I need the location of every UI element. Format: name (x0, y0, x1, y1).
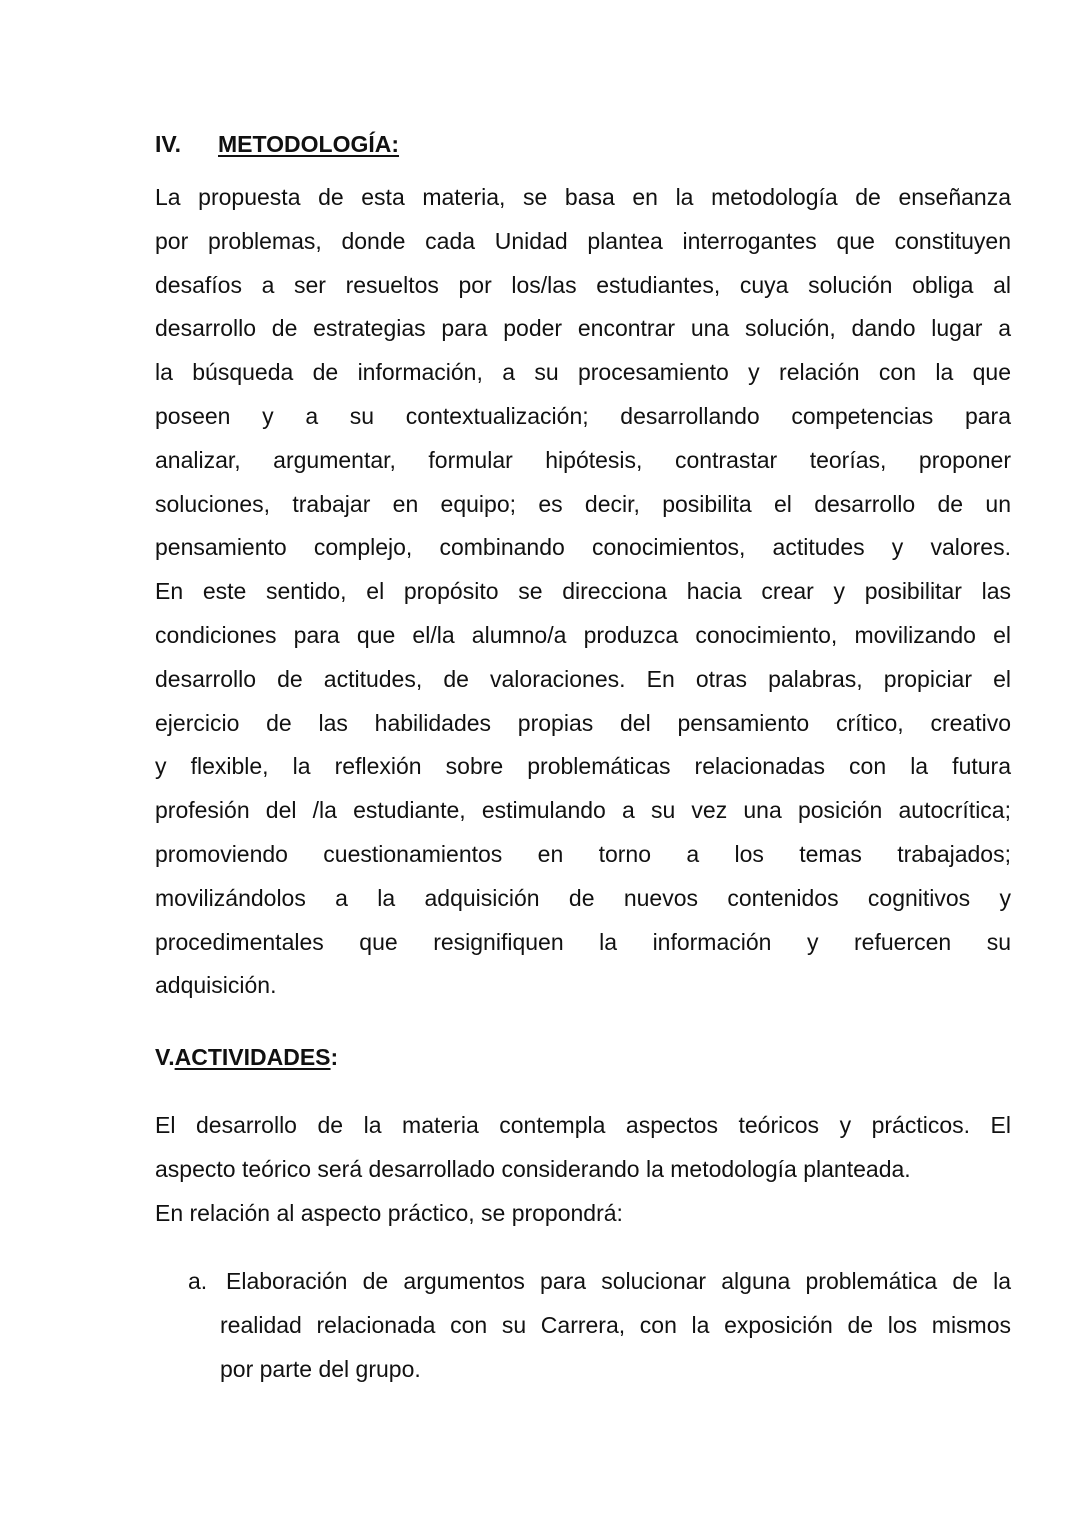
paragraph-line: La propuesta de esta materia, se basa en la metodología de enseñanza (155, 184, 1011, 210)
section-iv-title: METODOLOGÍA: (218, 131, 400, 157)
list-line: realidad relacionada con su Carrera, con la exposición de los mismos (220, 1311, 1011, 1338)
paragraph-line: ejercicio de las habilidades propias del pensamiento crítico, creativo (155, 709, 1011, 736)
list-line: por parte del grupo. (220, 1355, 421, 1382)
paragraph-line: promoviendo cuestionamientos en torno a los temas trabajados; (155, 840, 1011, 867)
section-v-suffix: : (330, 1044, 339, 1070)
paragraph-line: aspecto teórico será desarrollado considerando la metodología planteada. (155, 1155, 911, 1182)
paragraph-line: desarrollo de actitudes, de valoraciones. En otras palabras, propiciar el (155, 665, 1011, 692)
paragraph-line: En relación al aspecto práctico, se propondrá: (155, 1199, 623, 1226)
paragraph-line: desafíos a ser resueltos por los/las estudiantes, cuya solución obliga al (155, 271, 1011, 298)
paragraph-line: adquisición. (155, 972, 277, 999)
paragraph-line: desarrollo de estrategias para poder encontrar una solución, dando lugar a (155, 315, 1011, 342)
paragraph-line: analizar, argumentar, formular hipótesis, contrastar teorías, proponer (155, 446, 1011, 473)
list-marker: a. (188, 1268, 208, 1294)
paragraph-line: condiciones para que el/la alumno/a produzca conocimiento, movilizando el (155, 621, 1011, 648)
paragraph-line: movilizándolos a la adquisición de nuevos contenidos cognitivos y (155, 884, 1011, 911)
section-v-title: ACTIVIDADES (174, 1044, 331, 1070)
metodologia-paragraph (155, 176, 1011, 1008)
section-iv-heading (155, 130, 399, 158)
paragraph-line: El desarrollo de la materia contempla aspectos teóricos y prácticos. El (155, 1112, 1011, 1138)
list-item-body (220, 1260, 1011, 1391)
paragraph-line: poseen y a su contextualización; desarrollando competencias para (155, 402, 1011, 429)
paragraph-line: pensamiento complejo, combinando conocimientos, actitudes y valores. (155, 534, 1011, 561)
paragraph-line: soluciones, trabajar en equipo; es decir, posibilita el desarrollo de un (155, 490, 1011, 517)
paragraph-line: En este sentido, el propósito se direcciona hacia crear y posibilitar las (155, 578, 1011, 605)
paragraph-line: profesión del /la estudiante, estimulando a su vez una posición autocrítica; (155, 797, 1011, 824)
list-line: Elaboración de argumentos para solucionar alguna problemática de la (226, 1268, 1011, 1294)
section-iv-number: IV. (155, 131, 182, 157)
section-v-heading (155, 1043, 338, 1071)
paragraph-line: y flexible, la reflexión sobre problemáticas relacionadas con la futura (155, 753, 1011, 780)
paragraph-line: procedimentales que resignifiquen la información y refuercen su (155, 928, 1011, 955)
paragraph-line: por problemas, donde cada Unidad plantea interrogantes que constituyen (155, 227, 1011, 254)
section-v-prefix: V. (155, 1044, 175, 1070)
paragraph-line: la búsqueda de información, a su procesamiento y relación con la que (155, 359, 1011, 386)
actividades-paragraph (155, 1104, 1011, 1235)
